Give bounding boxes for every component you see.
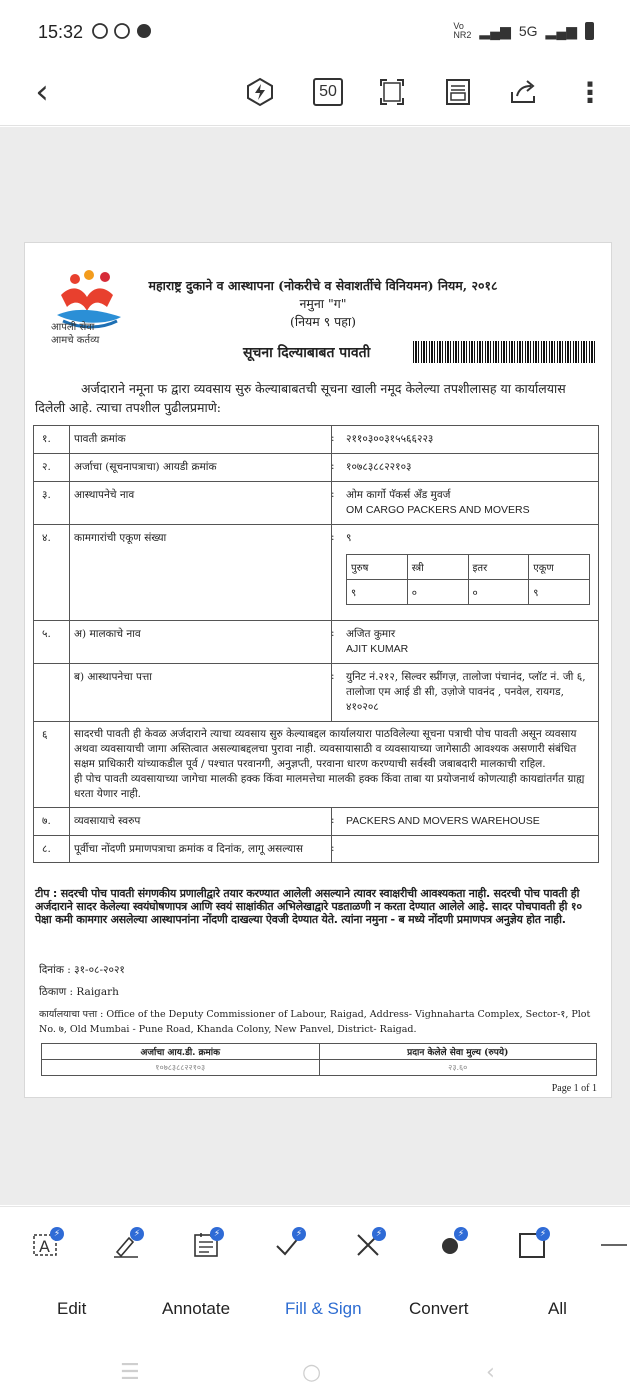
table-row [34, 722, 598, 808]
tab-convert[interactable]: Convert [409, 1299, 469, 1318]
signature-tool[interactable] [106, 1225, 146, 1265]
logo-caption-line2: आमचे कर्तव्य [51, 335, 100, 346]
lightning-badge-icon: ⚡ [210, 1227, 224, 1241]
table-row [34, 482, 598, 525]
tab-edit[interactable]: Edit [57, 1299, 87, 1318]
worker-header-female: स्त्री [407, 555, 468, 580]
disclaimer-text-1: सादरची पावती ही केवळ अर्जदाराने त्याचा व्यवसाय सुरु केल्याबद्दल कार्यालयारा पाठविलेल्या सूचना पत्राची पोच पावती असून व्यवसाय अथवा व्यवसायाची जागा अस्तित्वात असल्याबद्दलचा पुरावा नाही. व्यवसायासाठी व व्यवसायाच्या जागेसाठी आवश्यक असणारी संबंधित सक्षम प्राधिकारी यांच्याकडील पूर्व / पश्चात परवानगी, अनुज्ञप्ती, परवाना धारण करण्याची सर्वस्वी जबाबदारी मालकाची राहिल. [74, 728, 577, 770]
row-number: १. [34, 426, 70, 453]
document-page [24, 242, 612, 1098]
lightning-badge-icon: ⚡ [130, 1227, 144, 1241]
fee-table-fee-value: २३.६० [319, 1060, 597, 1076]
row-label: कामगारांची एकूण संख्या [70, 525, 332, 620]
worker-value-female: ० [407, 580, 468, 605]
top-toolbar [0, 62, 630, 126]
table-row [34, 621, 598, 664]
disclaimer-cell [70, 722, 598, 807]
signal-bars-icon-2: ▂▄▆ [545, 22, 577, 39]
worker-value-male: ९ [347, 580, 408, 605]
network-label: Vo NR2 [453, 21, 472, 40]
row-number: २. [34, 454, 70, 481]
worker-header-total: एकूण [529, 555, 590, 580]
row-value-cell: : ओम कार्गो पॅकर्स अँड मुवर्ज OM CARGO PACKERS AND MOVERS [332, 482, 598, 524]
table-row [34, 525, 598, 621]
receipt-number: २११०३००३१५५६६२२३ [346, 433, 434, 445]
fee-table-header-fee: प्रदान केलेले सेवा मुल्य (रुपये) [319, 1044, 597, 1060]
row-value-cell: : १०७८३८८२२१०३ [332, 454, 598, 481]
lightning-badge-icon: ⚡ [454, 1227, 468, 1241]
system-navigation-bar [0, 1360, 630, 1400]
table-row [34, 808, 598, 836]
establishment-name-marathi: ओम कार्गो पॅकर्स अँड मुवर्ज [346, 489, 451, 501]
system-back-icon[interactable]: ‹ [486, 1360, 495, 1385]
establishment-address: युनिट नं.२१२, सिल्वर स्प्रींगज़, तालोजा पंचानंद, प्लॉट नं. जी ६, तालोजा एम आई डी सी, उज़ोजे पावनंद , पनवेल, रायगड, ४१०२०८ [346, 671, 586, 713]
page-count: 50 [313, 78, 343, 106]
dot-tool[interactable] [430, 1225, 470, 1265]
row-number: ५. [34, 621, 70, 663]
notification-icons [92, 22, 156, 44]
document-title: महाराष्ट्र दुकाने व आस्थापना (नोकरीचे व सेवाशर्तीचे विनियमन) नियम, २०१८ [148, 278, 498, 293]
worker-header-male: पुरुष [347, 555, 408, 580]
row-label: पावती क्रमांक [70, 426, 332, 453]
battery-icon [585, 22, 594, 40]
status-bar [0, 0, 630, 62]
table-row [34, 664, 598, 722]
row-label: अ) मालकाचे नाव [70, 621, 332, 663]
table-row [34, 836, 598, 862]
page-number: Page 1 of 1 [551, 1083, 597, 1094]
row-value-cell: : [331, 842, 335, 854]
application-id: १०७८३८८२२१०३ [346, 461, 412, 473]
row-number: ३. [34, 482, 70, 524]
note-paragraph: टीप : सदरची पोच पावती संगणकीय प्रणालीद्वारे तयार करण्यात आलेली असल्याने त्यावर स्वाक्षरीची आवश्यकता नाही. सदरची पोच पावती ही अर्जदाराने सादर केलेल्या स्वयंघोषणापत्र आणि स्वयं साक्षांकीत अभिलेखाद्वारे पडताळणी न करता देण्यात आलेले आहे. सादर पोचपावती ही १० पेक्षा कमी कामगार असलेल्या आस्थापनांना नोंदणी दाखल्या ऐवजी देण्यात येते. त्यांना नमुना - ब मध्ये नोंदणी प्रमाणपत्र अनुज्ञेय होत नाही. [35, 887, 582, 926]
rectangle-tool[interactable] [512, 1225, 552, 1265]
recent-apps-icon[interactable]: ☰ [120, 1360, 140, 1385]
form-name: नमुना "ग" [299, 296, 347, 311]
row-number: ७. [34, 808, 70, 835]
cross-tool[interactable] [348, 1225, 388, 1265]
document-date: दिनांक : ३१-०८-२०२१ [39, 964, 125, 976]
lightning-badge-icon: ⚡ [292, 1227, 306, 1241]
tab-all[interactable]: All [548, 1299, 567, 1318]
row-value-cell: : युनिट नं.२१२, सिल्वर स्प्रींगज़, तालोजा पंचानंद, प्लॉट नं. जी ६, तालोजा एम आई डी सी, उज़ोजे पावनंद , पनवेल, रायगड, ४१०२०८ [332, 664, 598, 721]
row-label: आस्थापनेचे नाव [70, 482, 332, 524]
checkmark-tool[interactable] [268, 1225, 308, 1265]
worker-value-other: ० [468, 580, 529, 605]
row-label: व्यवसायाचे स्वरुप [70, 808, 332, 835]
lightning-badge-icon: ⚡ [536, 1227, 550, 1241]
status-right-icons [453, 22, 594, 40]
worker-header-other: इतर [468, 555, 529, 580]
edit-text-tool[interactable] [26, 1225, 66, 1265]
tab-fill-and-sign[interactable]: Fill & Sign [285, 1299, 362, 1318]
disclaimer-text-2: ही पोच पावती व्यवसायाच्या जागेचा मालकी हक्क किंवा मालमत्तेचा मालकी हक्क किंवा ताबा या प्रयोजनार्थ कोणत्याही कायद्यांतर्गत ग्राह्य धरता येणार नाही. [74, 773, 585, 800]
logo-caption-line1: आपली सेवा [51, 322, 95, 333]
row-number: ४. [34, 525, 70, 620]
row-number [34, 664, 70, 721]
expand-icon[interactable] [372, 72, 412, 112]
signal-label: 5G [518, 23, 538, 39]
more-options-icon[interactable]: ⋮ [576, 75, 604, 109]
logo-caption [51, 321, 99, 347]
office-address: कार्यालयाचा पत्ता : Office of the Deputy Commissioner of Labour, Raigad, Address- Vighnaharta Complex, Sector-१, Plot No. ७, Old Mumbai - Pune Road, Khanda Colony, New Panvel, District- Raigad. [39, 1009, 591, 1035]
barcode [413, 341, 597, 363]
table-row [34, 454, 598, 482]
worker-count: ९ [346, 532, 352, 544]
row-label: अर्जाचा (सूचनापत्राचा) आयडी क्रमांक [70, 454, 332, 481]
form-tool[interactable] [186, 1225, 226, 1265]
establishment-name-english: OM CARGO PACKERS AND MOVERS [346, 504, 530, 516]
details-table [33, 425, 599, 863]
tab-annotate[interactable]: Annotate [162, 1299, 231, 1318]
row-number: ८. [34, 836, 70, 862]
fee-table-id-value: १०७८३८८२२१०३ [42, 1060, 320, 1076]
lightning-badge-icon: ⚡ [372, 1227, 386, 1241]
row-label: ब) आस्थापनेचा पत्ता [70, 664, 332, 721]
lightning-badge-icon: ⚡ [50, 1227, 64, 1241]
home-icon[interactable]: ○ [302, 1360, 322, 1385]
row-value-cell: : २११०३००३१५५६६२२३ [332, 426, 598, 453]
worker-value-total: ९ [529, 580, 590, 605]
quick-action-icon[interactable] [240, 72, 280, 112]
signal-bars-icon: ▂▄▆ [479, 22, 511, 39]
receipt-title: सूचना दिल्याबाबत पावती [243, 345, 371, 361]
worker-breakdown-table [346, 554, 590, 605]
page-count-button[interactable] [308, 72, 348, 112]
back-icon[interactable]: ‹ [35, 72, 49, 112]
row-value-cell: : PACKERS AND MOVERS WAREHOUSE [332, 808, 598, 835]
line-tool[interactable] [594, 1225, 630, 1265]
table-row [34, 426, 598, 454]
owner-name-marathi: अजित कुमार [346, 628, 396, 640]
fee-table-header-id: अर्जाचा आय.डी. क्रमांक [42, 1044, 320, 1060]
intro-paragraph: अर्जदाराने नमूना फ द्वारा व्यवसाय सुरु केल्याबाबतची सूचना खाली नमूद केलेल्या तपशीलासह या कार्यालयास दिलेली आहे. त्याचा तपशील पुढीलप्रमाणे: [35, 381, 566, 415]
reading-mode-icon[interactable] [438, 72, 478, 112]
share-icon[interactable] [504, 72, 544, 112]
rule-reference: (नियम ९ पहा) [289, 314, 357, 329]
row-value-cell: : अजित कुमार AJIT KUMAR [332, 621, 598, 663]
business-nature: PACKERS AND MOVERS WAREHOUSE [346, 815, 540, 827]
owner-name-english: AJIT KUMAR [346, 643, 409, 655]
row-number: ६ [34, 722, 70, 807]
svg-text:A: A [39, 1237, 50, 1256]
document-place: ठिकाण : Raigarh [39, 986, 119, 998]
row-value-cell: : ९ पुरुष स्त्री इतर एकूण ९ ० ० ९ [332, 525, 598, 620]
status-time: 15:32 [38, 22, 84, 42]
fee-table [41, 1043, 597, 1076]
row-label: पूर्वीचा नोंदणी प्रमाणपत्राचा क्रमांक व दिनांक, लागू असल्यास [70, 836, 332, 862]
